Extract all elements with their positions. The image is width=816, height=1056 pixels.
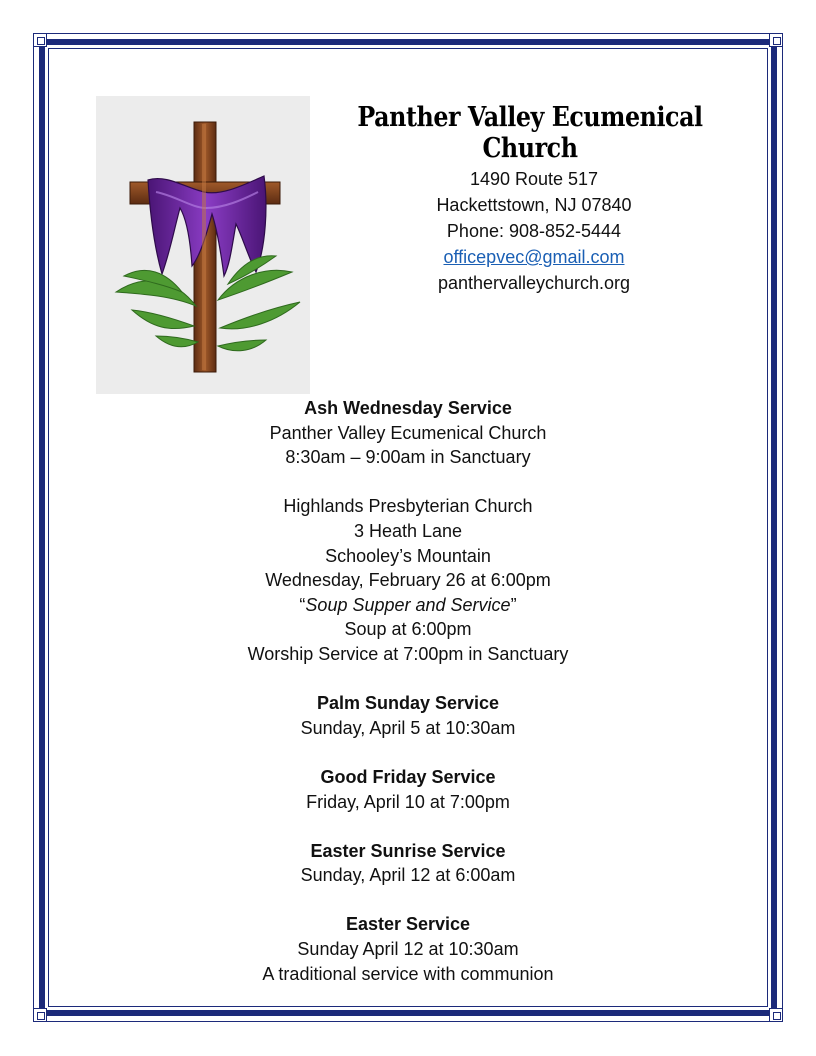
- ash-wednesday-time: 8:30am – 9:00am in Sanctuary: [285, 447, 531, 468]
- easter-sunrise-time: Sunday, April 12 at 6:00am: [300, 865, 516, 886]
- alt-church-address: 3 Heath Lane: [353, 520, 463, 541]
- good-friday-time: Friday, April 10 at 7:00pm: [306, 791, 510, 812]
- lenten-cross-illustration: [96, 96, 310, 394]
- good-friday-title: Good Friday Service: [320, 766, 496, 787]
- alt-church-date: Wednesday, February 26 at 6:00pm: [265, 570, 551, 591]
- soup-time: Soup at 6:00pm: [344, 619, 472, 640]
- easter-service-title: Easter Service: [345, 914, 471, 935]
- corner-ornament: [769, 33, 783, 47]
- address-line-1: 1490 Route 517: [469, 169, 599, 189]
- alt-church-town: Schooley’s Mountain: [325, 545, 491, 566]
- corner-ornament: [33, 1008, 47, 1022]
- easter-sunrise-title: Easter Sunrise Service: [310, 840, 506, 861]
- worship-time: Worship Service at 7:00pm in Sanctuary: [247, 643, 569, 664]
- corner-ornament: [33, 33, 47, 47]
- service-schedule: [150, 396, 666, 986]
- phone-number: Phone: 908-852-5444: [446, 221, 622, 241]
- contact-block: [384, 166, 684, 296]
- palm-sunday-time: Sunday, April 5 at 10:30am: [300, 717, 516, 738]
- easter-service-note: A traditional service with communion: [262, 963, 554, 984]
- palm-sunday-title: Palm Sunday Service: [316, 693, 500, 714]
- address-line-2: Hackettstown, NJ 07840: [436, 195, 632, 215]
- cross-with-purple-cloth-and-palm-icon: [96, 96, 310, 394]
- church-name: Panther Valley Ecumenical Church: [357, 102, 703, 164]
- email-link[interactable]: officepvec@gmail.com: [443, 247, 625, 267]
- alt-church-name: Highlands Presbyterian Church: [283, 496, 533, 517]
- website: panthervalleychurch.org: [437, 273, 631, 293]
- easter-service-time: Sunday April 12 at 10:30am: [297, 939, 519, 960]
- corner-ornament: [769, 1008, 783, 1022]
- ash-wednesday-title: Ash Wednesday Service: [304, 398, 512, 418]
- soup-supper-title: “Soup Supper and Service”: [299, 594, 517, 615]
- ash-wednesday-location: Panther Valley Ecumenical Church: [269, 422, 547, 443]
